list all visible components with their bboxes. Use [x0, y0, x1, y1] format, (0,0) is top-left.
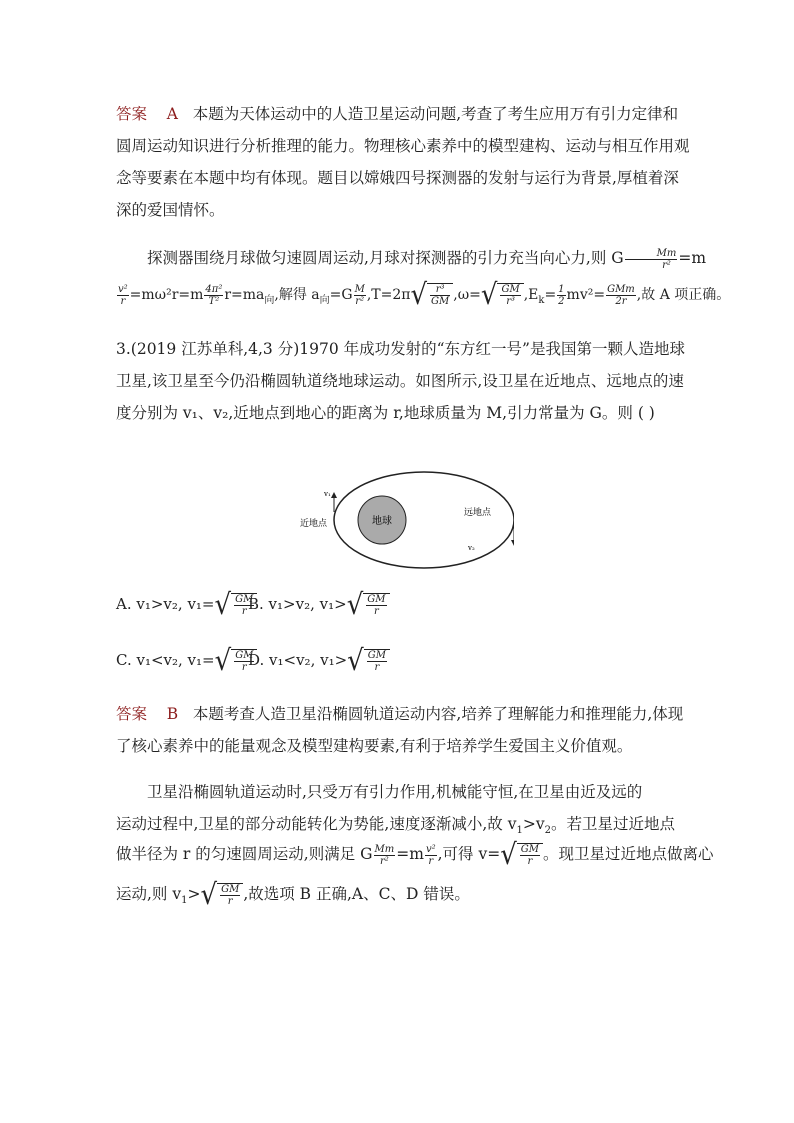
option-b[interactable]: B. v₁>v₂, v₁> √ $\frac{GM}{r}$	[248, 592, 390, 618]
explain2-line-2: 运动过程中,卫星的部分动能转化为势能,速度逐渐减小,故 $v_1>v_2$。若卫星过近地点	[116, 815, 675, 837]
question-text: 3.(2019 江苏单科,4,3 分)1970 年成功发射的“东方红一号”是我国第一颗人造地球卫星,该卫星至今仍沿椭圆轨道绕地球运动。如图所示,设卫星在近地点、远地点的速度分别为 v₁、v₂,近地点到地心的距离为 r,地球质量为 M,引力常量为 G。则 ( )	[116, 340, 685, 422]
v2-label: v₂	[468, 544, 475, 552]
v1-label: v₁	[324, 490, 331, 498]
explain-line-1: 探测器围绕月球做匀速圆周运动,月球对探测器的引力充当向心力,则 G $\frac{Mm}{\text{r²}}$ =m	[147, 247, 707, 271]
explain2-line-1: 卫星沿椭圆轨道运动时,只受万有引力作用,机械能守恒,在卫星由近及远的	[147, 783, 643, 801]
earth-label: 地球	[372, 516, 392, 527]
perigee-label: 近地点	[300, 519, 328, 529]
answer-text: 本题为天体运动中的人造卫星运动问题,考查了考生应用万有引力定律和圆周运动知识进行分析推理的能力。物理核心素养中的模型建构、运动与相互作用观念等要素在本题中均有体现。题目以嫦娥四号探测器的发射与运行为背景,厚植着深深的爱国情怀。	[116, 105, 690, 219]
orbit-diagram	[294, 470, 514, 580]
explain2-line-4: 运动,则 $v_1>$ √ $\frac{GM}{r}$ ,故选项 B 正确,A、C、D 错误。	[116, 878, 470, 912]
answer-label: 答案	[116, 105, 148, 123]
answer-paragraph-1	[116, 98, 690, 226]
answer-letter: A	[166, 105, 178, 123]
apogee-label: 远地点	[464, 508, 492, 518]
question-3	[116, 333, 690, 429]
explain-line-2: $\frac{\text{v²}}{r}$ =mω²r=m $\frac{\text{4π²}}{\text{T²}}$ $r=ma_向$,解得 $a_向=G$ $\frac{M}{\text{r²}}$ ,T=2π √ $\frac{\text{r³}}{GM}$ ,ω= √ $\frac{GM}{\text{r³}}$ $,E_k=$ $\frac{1}{2}$ mv²= $\frac{\text{GMm}}{2r}$ ,故 A 项正确。	[118, 278, 731, 312]
explain2-line-3: 做半径为 r 的匀速圆周运动,则满足 G $\frac{Mm}{\text{r²}}$ =m $\frac{\text{v²}}{r}$ ,可得 v= √ $\frac{GM}{r}$ 。现卫星过近地点做离心	[116, 838, 714, 872]
option-c[interactable]: C. v₁<v₂, v₁= √ $\frac{GM}{r}$	[116, 648, 257, 674]
option-d[interactable]: D. v₁<v₂, v₁> √ $\frac{GM}{r}$	[248, 648, 390, 674]
formula-Mm-r2: $\frac{Mm}{\text{r²}}$	[625, 248, 678, 271]
option-a[interactable]: A. v₁>v₂, v₁= √ $\frac{GM}{r}$	[116, 592, 257, 618]
answer-paragraph-2: 答案 B 本题考查人造卫星沿椭圆轨道运动内容,培养了理解能力和推理能力,体现了核心素养中的能量观念及模型建构要素,有利于培养学生爱国主义价值观。	[116, 705, 684, 755]
